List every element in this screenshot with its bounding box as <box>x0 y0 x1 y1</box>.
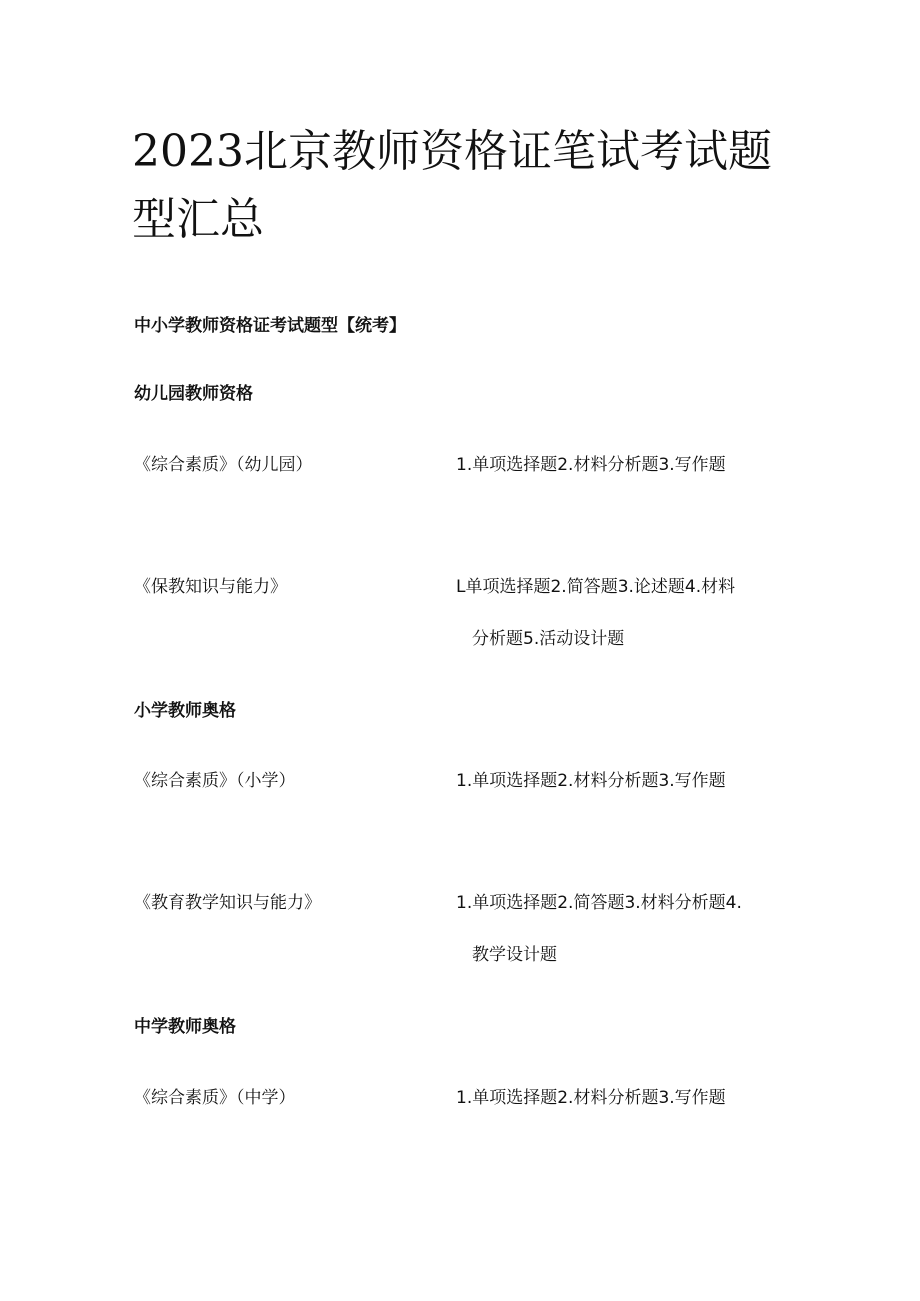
section-heading-exam-types: 中小学教师资格证考试题型【统考】 <box>134 316 406 336</box>
subject-name: 《教育教学知识与能力》 <box>134 893 321 913</box>
section-heading-primary: 小学教师奥格 <box>134 701 236 721</box>
exam-row-primary-teaching-knowledge <box>134 891 774 981</box>
question-types <box>456 877 752 981</box>
exam-row-kindergarten-care-education <box>134 575 774 665</box>
question-types-text: 1.单项选择题2.简答题3.材料分析题4.教学设计题 <box>456 893 742 965</box>
section-heading-secondary: 中学教师奥格 <box>134 1017 236 1037</box>
question-types-text: 1.单项选择题2.材料分析题3.写作题 <box>456 771 726 791</box>
subject-name: 《综合素质》（中学） <box>134 1088 296 1108</box>
question-types-text: L单项选择题2.简答题3.论述题4.材料分析题5.活动设计题 <box>456 577 736 649</box>
subject-name: 《综合素质》（小学） <box>134 771 296 791</box>
page-title: 2023北京教师资格证笔试考试题型汇总 <box>132 126 772 245</box>
exam-row-secondary-comprehensive <box>134 1086 774 1176</box>
section-heading-kindergarten: 幼儿园教师资格 <box>134 384 253 404</box>
subject-name: 《综合素质》（幼儿园） <box>134 455 313 475</box>
question-types-text: 1.单项选择题2.材料分析题3.写作题 <box>456 1088 726 1108</box>
subject-name: 《保教知识与能力》 <box>134 577 287 597</box>
question-types <box>456 1072 752 1124</box>
exam-row-kindergarten-comprehensive <box>134 453 774 543</box>
question-types-text: 1.单项选择题2.材料分析题3.写作题 <box>456 455 726 475</box>
exam-row-primary-comprehensive <box>134 769 774 859</box>
question-types <box>456 755 752 807</box>
question-types <box>456 439 752 491</box>
question-types <box>456 561 752 665</box>
